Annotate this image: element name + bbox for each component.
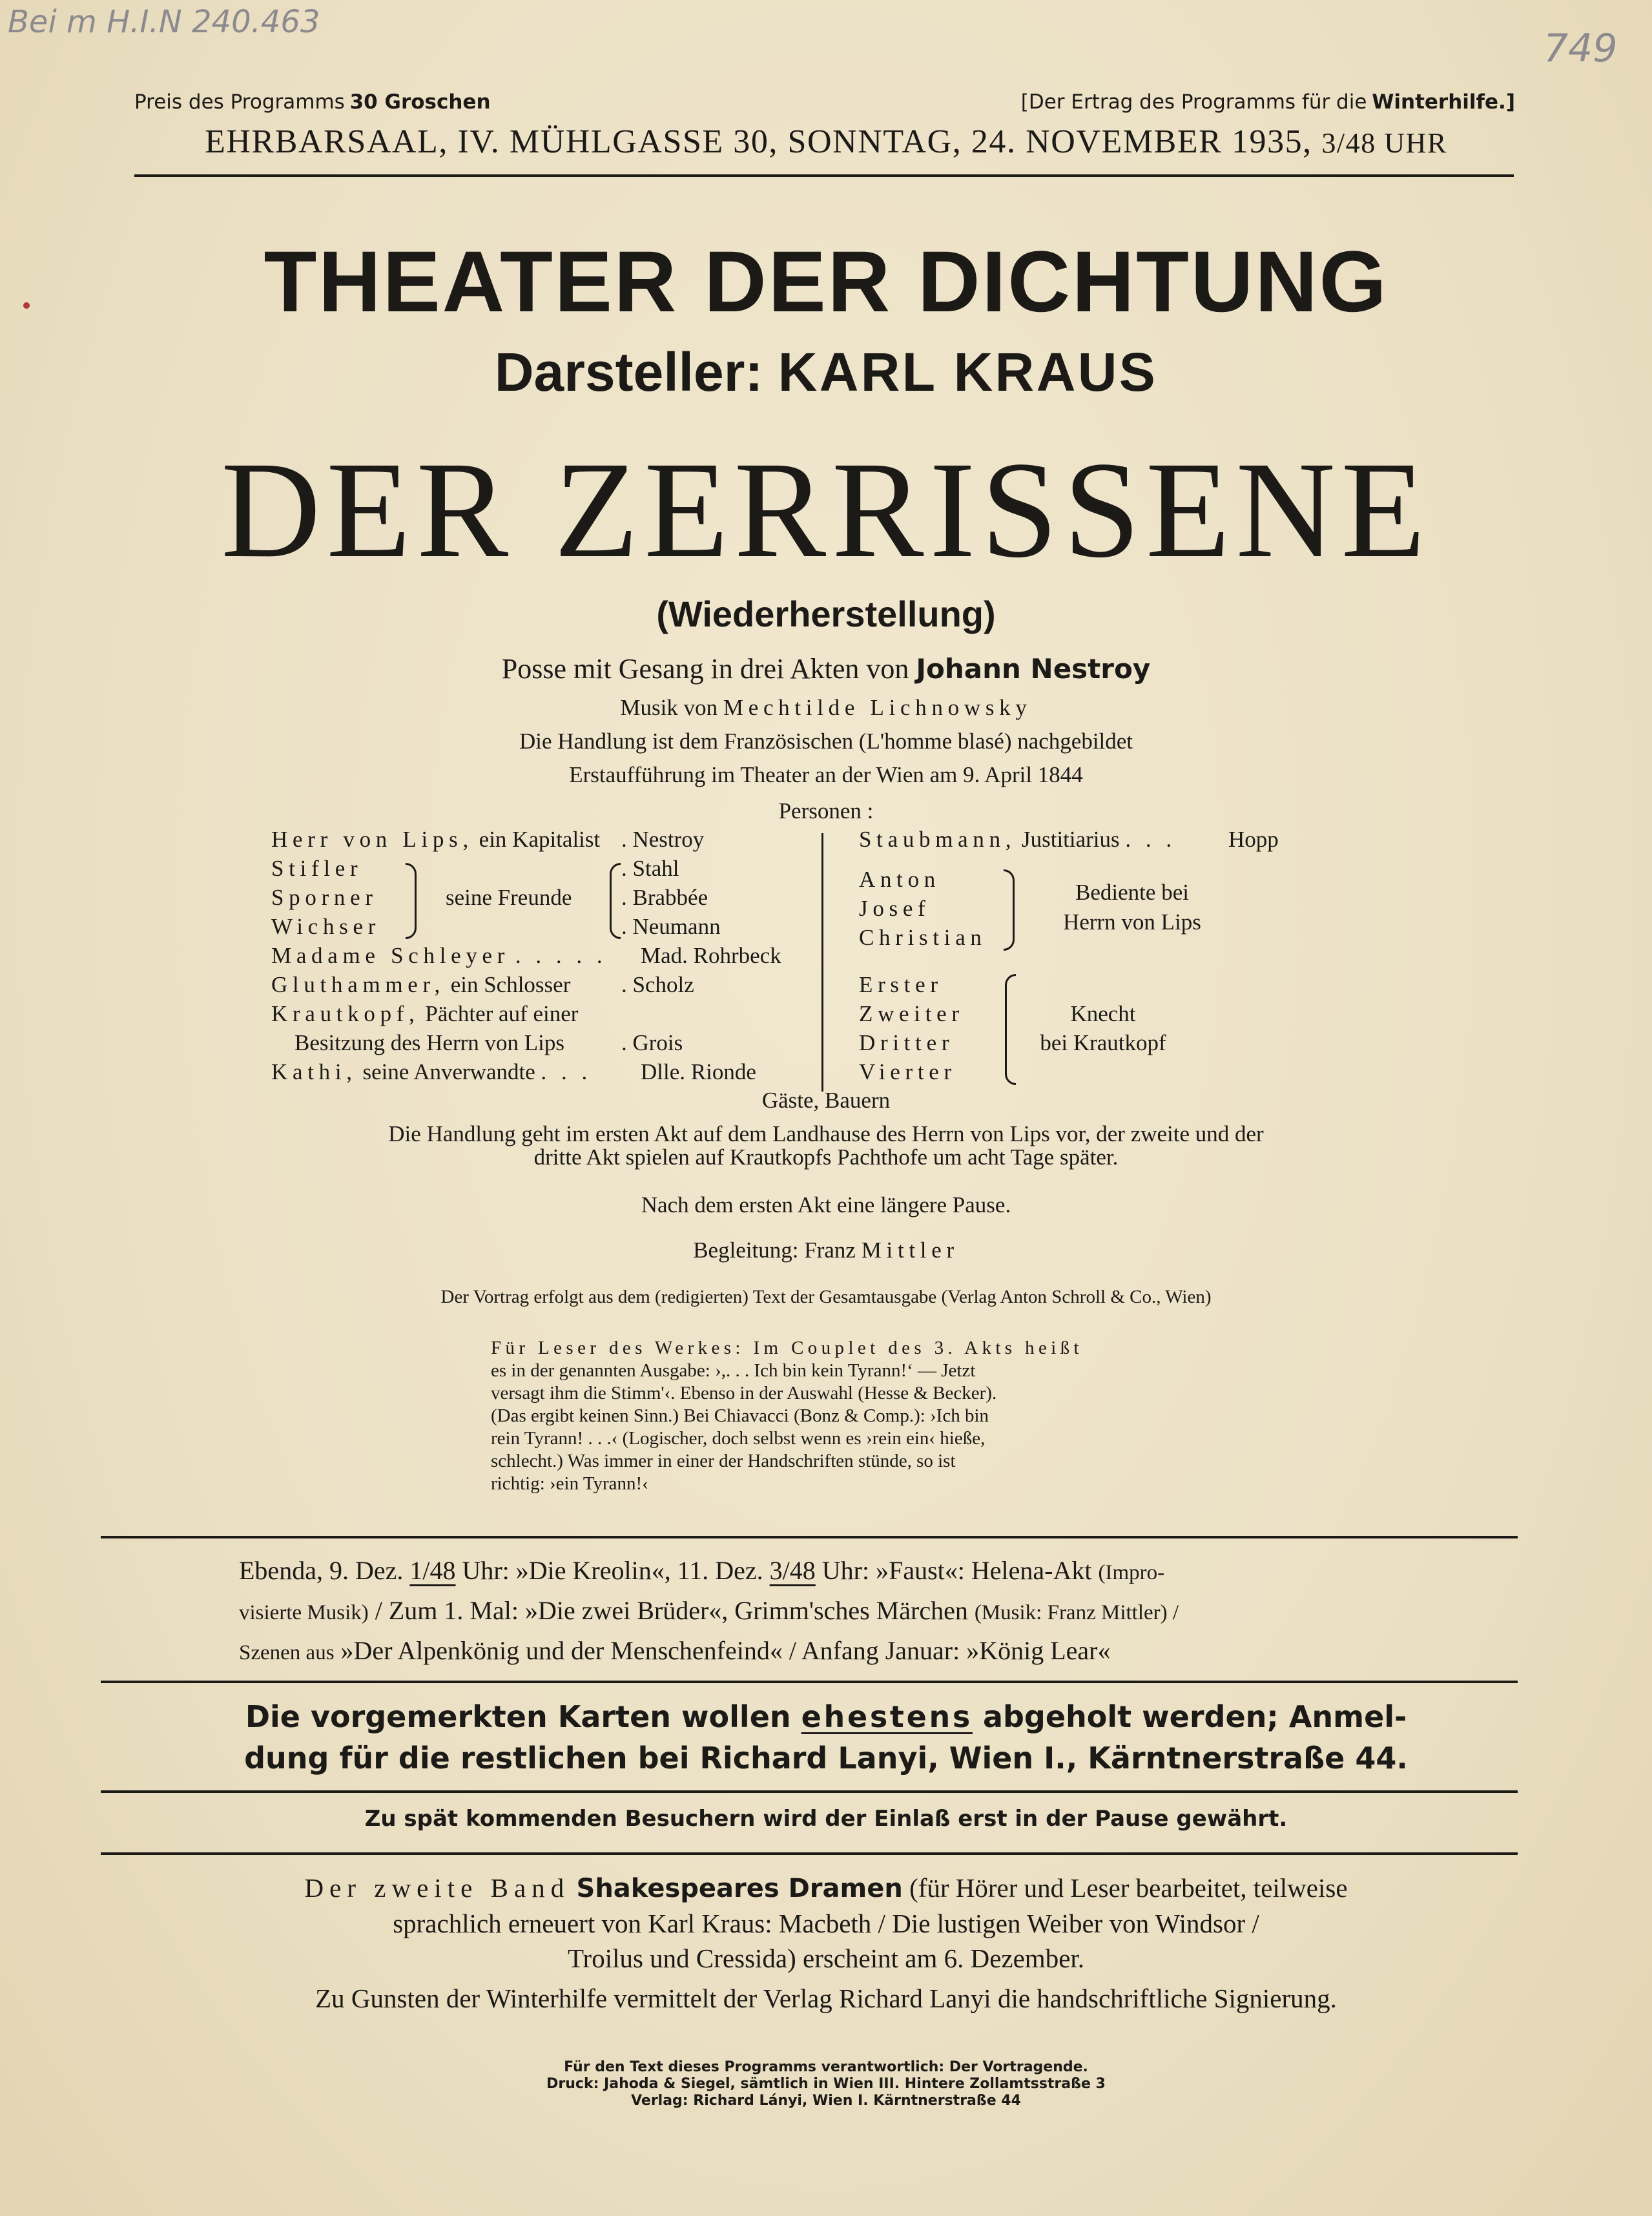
cast-josef: Josef xyxy=(859,896,931,921)
cast-neumann: . Neumann xyxy=(621,914,721,939)
guests-line: Gäste, Bauern xyxy=(761,1088,891,1113)
cast-erster: Erster xyxy=(859,972,943,997)
imprint: Für den Text dieses Programms verantwortlich: Der Vortragende. Druck: Jahoda & Siegel, sämtlich in Wien III. Hintere Zollamtsstraße 3 Verlag: Richard Lányi, Wien I. Kärntnerstraße 44 xyxy=(546,2059,1106,2109)
cast-schleyer: Madame Schleyer . . . . . xyxy=(271,943,607,968)
upcoming-rule-top xyxy=(101,1536,1518,1538)
cast-staubmann-actor: Hopp xyxy=(1228,827,1279,852)
cast-stifler: Stifler xyxy=(271,856,363,881)
proceeds-note: [Der Ertrag des Programms für die Winterhilfe.] xyxy=(1020,90,1515,114)
performer-line: Darsteller: KARL KRAUS xyxy=(494,342,1158,402)
theater-title: THEATER DER DICHTUNG xyxy=(263,234,1389,330)
tickets-notice: Die vorgemerkten Karten wollen ehestens abgeholt werden; Anmel- dung für die restlichen bei Richard Lanyi, Wien I., Kärntnerstraße 44. xyxy=(244,1699,1408,1776)
cast-column-divider xyxy=(821,833,823,1092)
friends-brace-right xyxy=(610,863,621,939)
cast-gluthammer-actor: . Scholz xyxy=(621,972,694,997)
cast-krautkopf-actor: . Grois xyxy=(621,1030,683,1055)
archive-pencil-note: Bei m H.I.N 240.463 xyxy=(8,4,320,40)
upcoming-line-3: Szenen aus »Der Alpenkönig und der Menschenfeind« / Anfang Januar: »König Lear« xyxy=(239,1636,1111,1665)
accompaniment-line: Begleitung: Franz Mittler xyxy=(693,1237,959,1263)
restoration-note: (Wiederherstellung) xyxy=(656,594,996,634)
source-line: Die Handlung ist dem Französischen (L'homme blasé) nachgebildet xyxy=(519,729,1133,754)
cast-lips: Herr von Lips, ein Kapitalist xyxy=(271,827,601,852)
cast-gluthammer: Gluthammer, ein Schlosser xyxy=(271,972,571,997)
friends-brace-left xyxy=(406,863,417,939)
cast-stahl: . Stahl xyxy=(621,856,679,881)
shakespeare-notice: Der zweite Band Shakespeares Dramen (für Hörer und Leser bearbeitet, teilweise sprachlich erneuert von Karl Kraus: Macbeth / Die lustigen Weiber von Windsor / Troilus und Cressida) erscheint am 6. Dezember. Zu Gunsten der Winterhilfe vermittelt der Verlag Richard Lanyi die handschriftliche Signierung. xyxy=(304,1873,1348,2013)
cast-krautkopf: Krautkopf, Pächter auf einer xyxy=(271,1001,579,1026)
cast-wichser: Wichser xyxy=(271,914,381,939)
header-rule xyxy=(134,174,1514,177)
genre-line: Posse mit Gesang in drei Akten von Johann Nestroy xyxy=(501,653,1151,685)
page-number-pencil: 749 xyxy=(1544,26,1618,71)
servants-label-1: Bediente bei xyxy=(1075,880,1189,905)
price-note: Preis des Programms 30 Groschen xyxy=(134,90,491,114)
cast-krautkopf-desc: Besitzung des Herrn von Lips xyxy=(294,1030,564,1055)
premiere-line: Erstaufführung im Theater an der Wien am 9. April 1844 xyxy=(569,762,1083,787)
servants-brace xyxy=(1004,869,1015,951)
cast-kathi-actor: Dlle. Rionde xyxy=(641,1059,756,1084)
text-source-line: Der Vortrag erfolgt aus dem (redigierten) Text der Gesamtausgabe (Verlag Anton Schroll & Co., Wien) xyxy=(440,1287,1212,1307)
cast-christian: Christian xyxy=(859,925,987,950)
cast-zweiter: Zweiter xyxy=(859,1001,964,1026)
upcoming-line-1: Ebenda, 9. Dez. 1/48 Uhr: »Die Kreolin«, 11. Dez. 3/48 Uhr: »Faust«: Helena-Akt (Impro- xyxy=(239,1556,1165,1585)
cast-anton: Anton xyxy=(859,867,940,892)
persons-heading: Personen : xyxy=(778,798,874,823)
play-title: DER ZERRISSENE xyxy=(221,433,1431,586)
cast-staubmann: Staubmann, Justitiarius . . . xyxy=(859,827,1177,852)
cast-dritter: Dritter xyxy=(859,1030,955,1055)
footnote-reader-note: Für Leser des Werkes: Im Couplet des 3. Akts heißt es in der genannten Ausgabe: ›,. . . Ich bin kein Tyrann!‘ — Jetzt versagt ihm die Stimm'‹. Ebenso in der Auswahl (Hesse & Becker). (Das ergibt keinen Sinn.) Bei Chiavacci (Bonz & Comp.): ›Ich bin rein Tyrann! . . .‹ (Logischer, doch selbst wenn es ›rein ein‹ hieße, schlecht.) Was immer in einer der Handschriften stünde, so ist richtig: ›ein Tyrann!‹ xyxy=(491,1338,1083,1494)
cast-friends-label: seine Freunde xyxy=(446,885,572,910)
knecht-brace xyxy=(1005,974,1016,1085)
knecht-label-2: bei Krautkopf xyxy=(1040,1030,1166,1055)
cast-brabbee: . Brabbée xyxy=(621,885,708,910)
venue-line: EHRBARSAAL, IV. MÜHLGASSE 30, SONNTAG, 24. NOVEMBER 1935, 3/48 UHR xyxy=(205,123,1447,160)
late-notice: Zu spät kommenden Besuchern wird der Einlaß erst in der Pause gewährt. xyxy=(364,1806,1288,1832)
cast-sporner: Sporner xyxy=(271,885,378,910)
notice-rule-top xyxy=(101,1681,1518,1683)
late-rule-bottom xyxy=(101,1852,1518,1855)
pause-line: Nach dem ersten Akt eine längere Pause. xyxy=(641,1192,1011,1217)
cast-kathi: Kathi, seine Anverwandte . . . xyxy=(271,1059,592,1084)
late-rule-top xyxy=(101,1790,1518,1793)
knecht-label-1: Knecht xyxy=(1070,1001,1136,1026)
servants-label-2: Herrn von Lips xyxy=(1063,909,1201,935)
cast-vierter: Vierter xyxy=(859,1059,956,1084)
music-line: Musik von Mechtilde Lichnowsky xyxy=(620,695,1032,720)
cast-schleyer-actor: Mad. Rohrbeck xyxy=(641,943,781,968)
upcoming-line-2: visierte Musik) / Zum 1. Mal: »Die zwei Brüder«, Grimm'sches Märchen (Musik: Franz Mittler) / xyxy=(239,1596,1179,1625)
setting-paragraph: Die Handlung geht im ersten Akt auf dem Landhause des Herrn von Lips vor, der zweite und der dritte Akt spielen auf Krautkopfs Pachthofe um acht Tage später. xyxy=(388,1121,1264,1170)
cast-lips-actor: . Nestroy xyxy=(621,827,705,852)
